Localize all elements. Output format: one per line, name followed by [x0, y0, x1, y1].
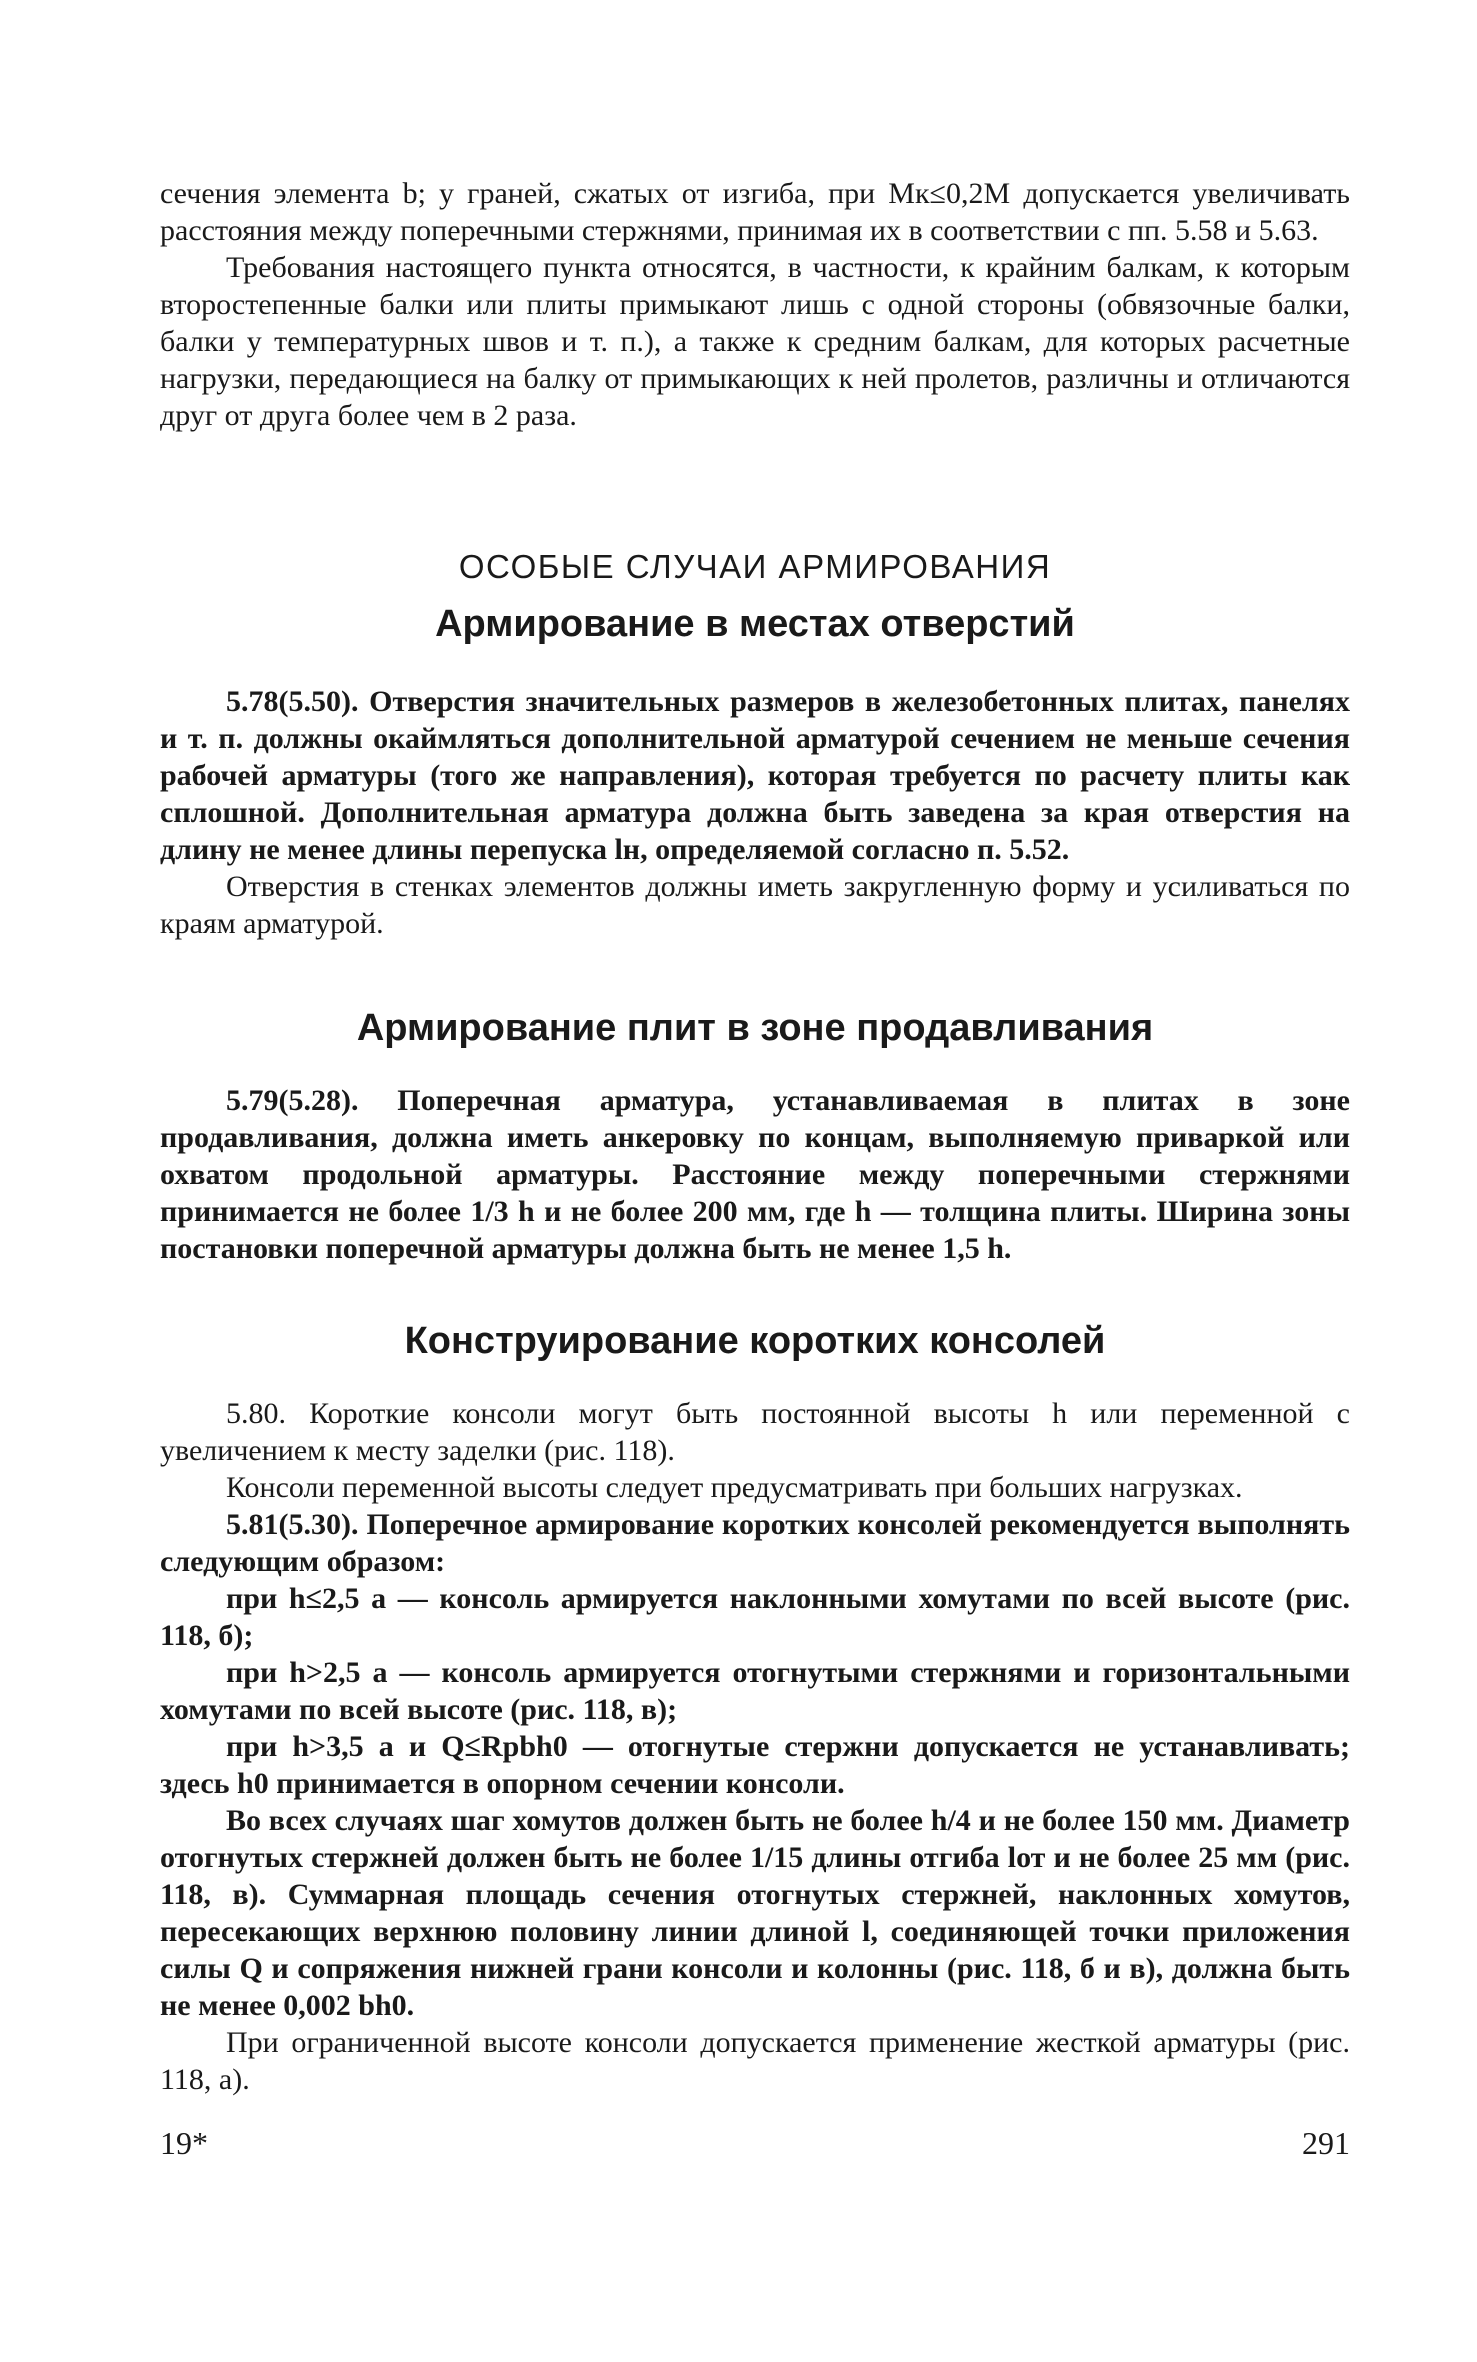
section-title: ОСОБЫЕ СЛУЧАИ АРМИРОВАНИЯ	[458, 548, 1052, 585]
paragraph-5-79: 5.79(5.28). Поперечная арматура, устанавливаемая в плитах в зоне продавливания, должна иметь анкеровку по концам, выполняемую приваркой или охватом продольной арматуры. Расстояние между поперечными стержнями принимается не более 1/3 h и не более 200 мм, где h — толщина плиты. Ширина зоны постановки поперечной арматуры должна быть не менее 1,5 h.	[160, 1084, 1350, 1265]
page-number: 291	[1302, 2125, 1350, 2161]
heading-punching: Армирование плит в зоне продавливания	[356, 1007, 1154, 1049]
paragraph-case-1: при h≤2,5 a — консоль армируется наклонными хомутами по всей высоте (рис. 118, б);	[160, 1582, 1350, 1652]
paragraph-5-81: 5.81(5.30). Поперечное армирование коротких консолей рекомендуется выполнять следующим образом:	[160, 1508, 1350, 1578]
heading-consoles: Конструирование коротких консолей	[404, 1320, 1106, 1362]
paragraph-rigid-reinforcement: При ограниченной высоте консоли допускается применение жесткой арматуры (рис. 118, а).	[160, 2026, 1350, 2096]
openings-block	[160, 683, 1350, 942]
paragraph-variable-height: Консоли переменной высоты следует предусматривать при больших нагрузках.	[226, 1471, 1243, 1504]
paragraph-5-78: 5.78(5.50). Отверстия значительных размеров в железобетонных плитах, панелях и т. п. должны окаймляться дополнительной арматурой сечением не меньше сечения рабочей арматуры (того же направления), которая требуется по расчету плиты как сплошной. Дополнительная арматура должна быть заведена за края отверстия на длину не менее длины перепуска lн, определяемой согласно п. 5.52.	[160, 685, 1350, 866]
paragraph-case-2: при h>2,5 a — консоль армируется отогнутыми стержнями и горизонтальными хомутами по всей высоте (рис. 118, в);	[160, 1656, 1350, 1726]
consoles-block	[160, 1395, 1350, 2098]
intro-paragraph-2: Требования настоящего пункта относятся, в частности, к крайним балкам, к которым второстепенные балки или плиты примыкают лишь с одной стороны (обвязочные балки, балки у температурных швов и т. п.), а также к средним балкам, для которых расчетные нагрузки, передающиеся на балку от примыкающих к ней пролетов, различны и отличаются друг от друга более чем в 2 раза.	[160, 251, 1350, 432]
paragraph-5-80: 5.80. Короткие консоли могут быть постоянной высоты h или переменной с увеличением к месту заделки (рис. 118).	[160, 1397, 1350, 1467]
paragraph-all-cases: Во всех случаях шаг хомутов должен быть не более h/4 и не более 150 мм. Диаметр отогнутых стержней должен быть не более 1/15 длины отгиба lот и не более 25 мм (рис. 118, в). Суммарная площадь сечения отогнутых стержней, наклонных хомутов, пересекающих верхнюю половину линии длиной l, соединяющей точки приложения силы Q и сопряжения нижней грани консоли и колонны (рис. 118, б и в), должна быть не менее 0,002 bh0.	[160, 1804, 1350, 2022]
paragraph-case-3: при h>3,5 a и Q≤Rpbh0 — отогнутые стержни допускается не устанавливать; здесь h0 принимается в опорном сечении консоли.	[160, 1730, 1350, 1800]
paragraph-openings-walls: Отверстия в стенках элементов должны иметь закругленную форму и усиливаться по краям арматурой.	[160, 870, 1350, 940]
intro-block	[160, 175, 1350, 434]
punching-block	[160, 1082, 1350, 1267]
signature-mark: 19*	[160, 2125, 208, 2161]
heading-openings: Армирование в местах отверстий	[435, 603, 1075, 645]
intro-paragraph-1: сечения элемента b; у граней, сжатых от изгиба, при Mк≤0,2M допускается увеличивать расстояния между поперечными стержнями, принимая их в соответствии с пп. 5.58 и 5.63.	[160, 177, 1350, 247]
